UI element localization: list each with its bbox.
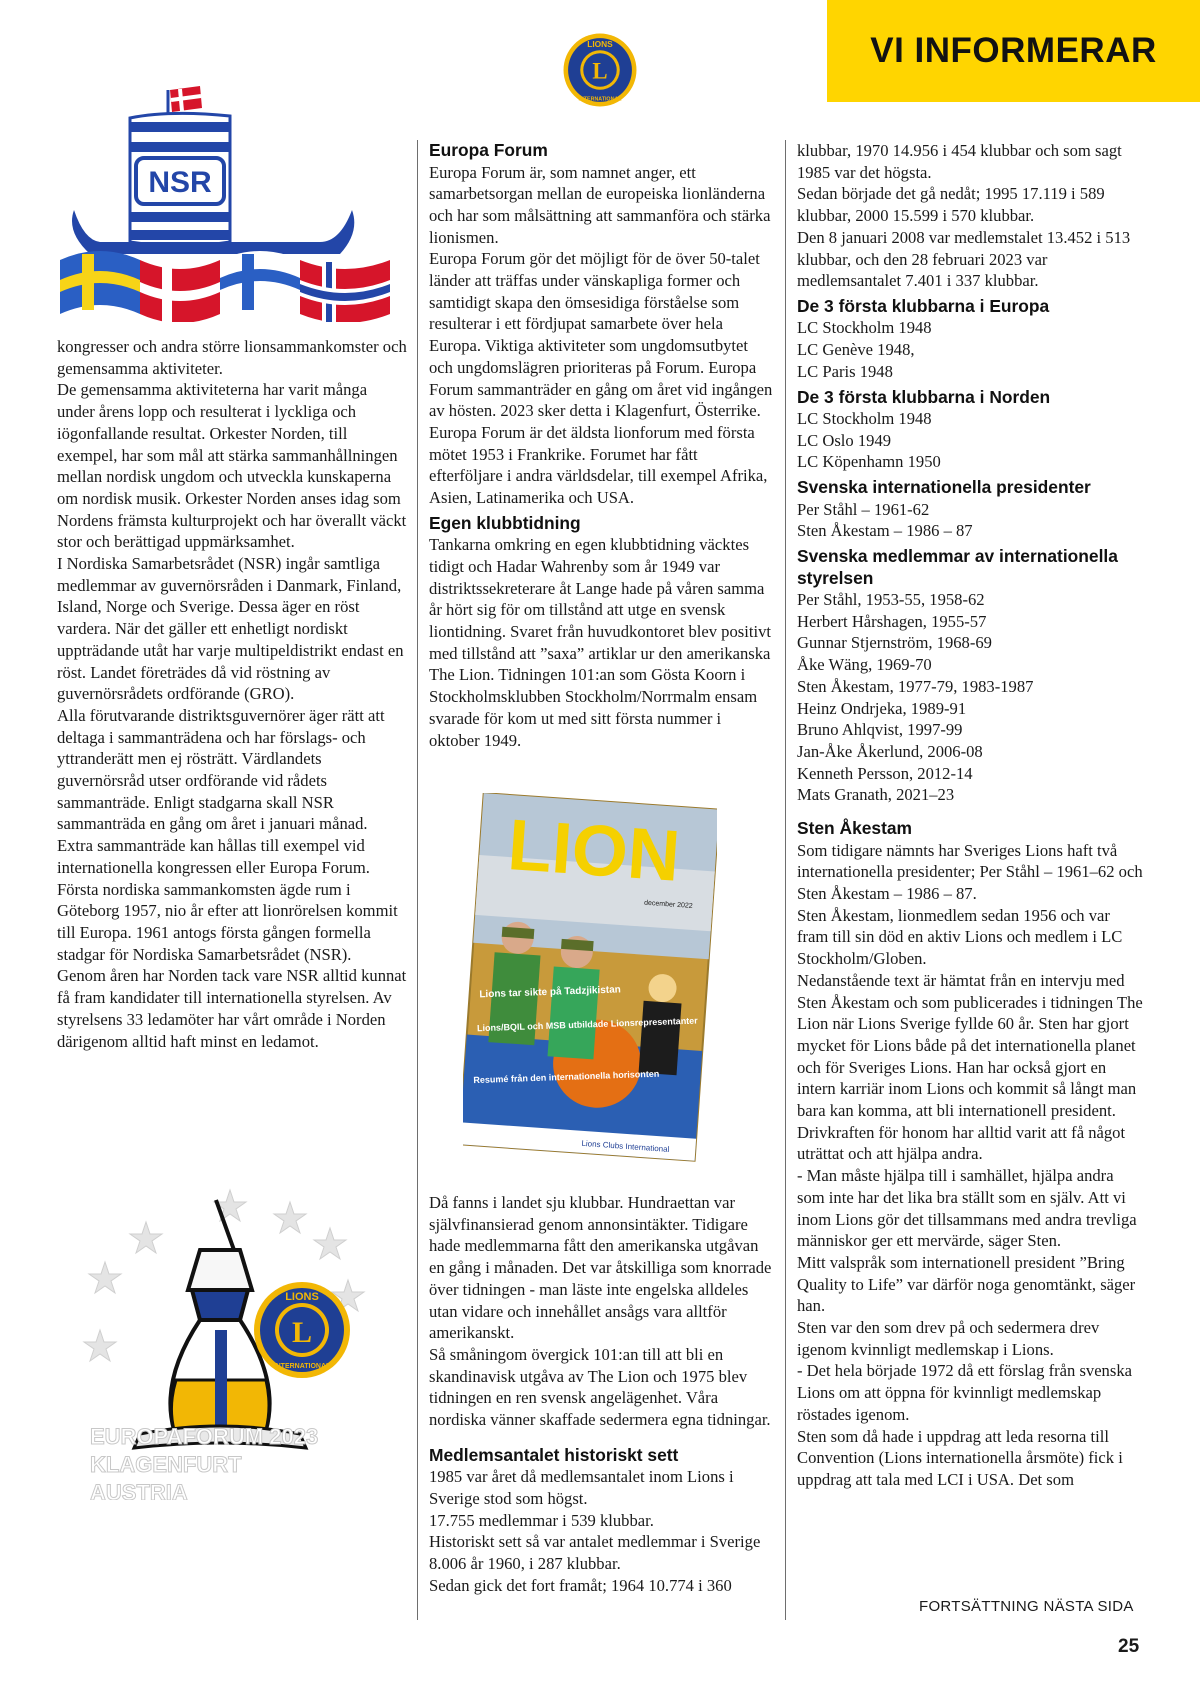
svg-text:Lions Clubs International: Lions Clubs International [581, 1138, 670, 1154]
svg-text:AUSTRIA: AUSTRIA [90, 1480, 188, 1500]
column-2 [429, 140, 775, 751]
column-2-continued [429, 1192, 775, 1596]
presidents-heading: Svenska internationella presidenter [797, 477, 1091, 498]
europa-club-item: LC Stockholm 1948 [797, 318, 932, 338]
svg-text:Lions/BQIL och MSB utbildade L: Lions/BQIL och MSB utbildade Lionsrepresentanter [476, 1015, 698, 1034]
norden-club-item: LC Oslo 1949 [797, 430, 892, 450]
medlemsantal-text: 1985 var året då medlemsantalet inom Lions i Sverige stod som högst. 17.755 medlemmar i 539 klubbar. Historiskt sett så var antalet medlemmar i Sverige 8.006 år 1960, i 287 klubbar. Sedan gick det fort framåt; 1964 10.774 i 360 [429, 1467, 761, 1595]
svg-text:L: L [291, 1316, 313, 1349]
column-divider [417, 140, 418, 1620]
nsr-body-text: kongresser och andra större lionsammankomster och gemensamma aktiviteter. De gemensamma aktiviteterna har varit många under årens lopp och resulterat i lyckliga och iögonfallande resultat. Orkester Norden, till exempel, har som mål att stärka sammanhållningen mellan nordisk ungdom och utveckla kunskaperna om nordisk musik. Orkester Norden anses idag som Nordens främsta kulturprojekt och har överallt väckt stor och berättigad uppmärksamhet. I Nordiska Samarbetsrådet (NSR) ingår samtliga medlemmar av guvernörsråden i Danmark, Finland, Island, Norge och Sverige. Dessa äger en röst vardera. När det gäller ett enhetligt nordiskt uppträdande utåt har varje multipeldistrikt endast en röst. Landet företrädes då vid röstning av guvernörsrådets ordförande (GRO). Alla förutvarande distriktsguvernörer äger rätt att deltaga i sammanträdena och har förslags- och yttranderätt men ej rösträtt. Värdlandets guvernörsråd utser ordförande vid rådets sammanträde. Enligt stadgarna skall NSR sammanträda en gång om året i januari månad. Extra sammanträde kan hållas till exempel vid internationella kongressen eller Europa Forum. Första nordiska sammankomsten ägde rum i Göteborg 1957, nio år efter att lionrörelsen kommit till Europa. 1961 antogs första gången formella stadgar för Nordiska Samarbetsrådet (NSR). Genom åren har Norden tack vare NSR alltid kunnat få fram kandidater till internationella styrelsen. Av styrelsens 33 ledamöter har vårt område i Norden därigenom alltid haft minst en ledamot. [57, 337, 407, 1051]
board-member-item: Sten Åkestam, 1977-79, 1983-1987 [797, 676, 1034, 696]
svg-text:LIONS: LIONS [285, 1291, 319, 1303]
svg-text:NSR: NSR [148, 166, 212, 199]
section-title: VI INFORMERAR [870, 31, 1157, 70]
lions-international-logo [562, 32, 638, 108]
sten-akestam-heading: Sten Åkestam [797, 818, 913, 839]
board-member-item: Heinz Ondrjeka, 1989-91 [797, 698, 967, 718]
svg-text:KLAGENFURT: KLAGENFURT [90, 1452, 242, 1477]
board-members-heading: Svenska medlemmar av internationella styrelsen [797, 546, 1118, 588]
klubbtidning-continued-text: Då fanns i landet sju klubbar. Hundraettan var självfinansierad genom annonsintäkter. Tidigare hade medlemmarna fått den amerikanska utgåvan en gång i månaden. Det var åtskilliga som knorrade över tidningen - man läste inte engelska alldeles utan vidare och innehållet ansågs vara alltför amerikanskt. Så småningom övergick 101:an till att bli en skandinavisk utgåva av The Lion och 1975 blev tidningen en ren svensk angelägenhet. Våra nordiska vänner skaffade sedermera egna tidningar. [429, 1193, 772, 1430]
president-item: Sten Åkestam – 1986 – 87 [797, 521, 973, 541]
board-member-item: Kenneth Persson, 2012-14 [797, 763, 973, 783]
svg-text:december 2022: december 2022 [643, 899, 693, 910]
klubbtidning-heading: Egen klubbtidning [429, 512, 581, 533]
column-divider [785, 140, 786, 1620]
column-3 [797, 140, 1145, 1491]
europa-club-item: LC Paris 1948 [797, 361, 893, 381]
europa-forum-text: Europa Forum är, som namnet anger, ett samarbetsorgan mellan de europeiska lionländerna och har som målsättning att sammanföra och stärka lionismen. Europa Forum gör det möjligt för de över 50-talet länder att träffas under vänskapliga former och samtidigt skapa den ömsesidiga förståelse som resulterar i ett fördjupat samarbete över hela Europa. Viktiga aktiviteter som ungdomsutbytet och ungdomslägren prioriteras på Forum. Europa Forum sammanträder en gång om året vid ingången av hösten. 2023 sker detta i Klagenfurt, Österrike. Europa Forum är det äldsta lionforum med första mötet 1953 i Frankrike. Forumet har fått efterföljare i andra världsdelar, till exempel Afrika, Asien, Latinamerika och USA. [429, 162, 773, 508]
europa-clubs-heading: De 3 första klubbarna i Europa [797, 295, 1050, 316]
svg-text:Resumé från den internationell: Resumé från den internationella horisonten [473, 1068, 660, 1086]
board-member-item: Mats Granath, 2021–23 [797, 785, 955, 805]
medlemsantal-heading: Medlemsantalet historiskt sett [429, 1444, 679, 1465]
president-item: Per Ståhl – 1961-62 [797, 499, 930, 519]
magazine-title: LION [505, 805, 683, 897]
europa-forum-heading: Europa Forum [429, 140, 548, 160]
svg-text:LIONS: LIONS [587, 39, 613, 50]
norden-clubs-heading: De 3 första klubbarna i Norden [797, 386, 1051, 407]
nsr-viking-ship-logo [60, 82, 390, 322]
lion-magazine-cover [463, 793, 717, 1165]
board-member-item: Bruno Ahlqvist, 1997-99 [797, 720, 963, 740]
continuation-note: FORTSÄTTNING NÄSTA SIDA [919, 1598, 1134, 1615]
board-member-item: Gunnar Stjernström, 1968-69 [797, 633, 992, 653]
board-member-item: Per Ståhl, 1953-55, 1958-62 [797, 590, 985, 610]
svg-text:EUROPAFORUM 2023: EUROPAFORUM 2023 [90, 1424, 319, 1449]
klubbtidning-text: Tankarna omkring en egen klubbtidning väcktes tidigt och Hadar Wahrenby som år 1949 var distriktssekreterare åt Lange hade på våren samma år hört sig för om tillstånd att utge en svensk liontidning. Svaret från huvudkontoret blev positivt med tillstånd att ”saxa” artiklar ur den amerikanska The Lion. Tidningen 101:an som Gösta Koorn i Stockholmsklubben Stockholm/Norrmalm ensam svarade för kom ut med sitt första nummer i oktober 1949. [429, 535, 771, 750]
europa-club-item: LC Genève 1948, [797, 340, 915, 360]
svg-text:INTERNATIONAL: INTERNATIONAL [273, 1363, 331, 1370]
norden-club-item: LC Köpenhamn 1950 [797, 452, 941, 472]
sten-akestam-text: Som tidigare nämnts har Sveriges Lions haft två internationella presidenter; Per Ståhl – 1961–62 och Sten Åkestam – 1986 – 87. Sten Åkestam, lionmedlem sedan 1956 och var fram till sin död en aktiv Lions och medlem i LC Stockholm/Globen. Nedanstående text är hämtat från en intervju med Sten Åkestam och som publicerades i tidningen The Lion när Lions Sverige fyllde 60 år. Sten har gjort mycket för Lions både på det internationella planet och för Sveriges Lions. Han har också gjort en intern karriär inom Lions och kommit så långt man bara kan komma, att bli internationell president. Drivkraften för honom har alltid varit att få något uträttat och att hjälpa andra. - Man måste hjälpa till i samhället, hjälpa andra som inte har det lika bra ställt som en själv. Att vi inom Lions gör det tillsammans med andra trevliga människor ger ett mervärde, säger Sten. Mitt valspråk som internationell president ”Bring Quality to Life” var därför noga genomtänkt, säger han. Sten var den som drev på och sedermera drev igenom kvinnligt medlemskap i Lions. - Det hela började 1972 då ett förslag från svenska Lions om att öppna för kvinnligt medlemskap röstades igenom. Sten som då hade i uppdrag att leda resorna till Convention (Lions internationella årsmöte) fick i uppdrag att tala med LCI i USA. Det som [797, 840, 1143, 1489]
page-number: 25 [1118, 1636, 1140, 1657]
board-member-item: Herbert Hårshagen, 1955-57 [797, 611, 987, 631]
board-member-item: Jan-Åke Åkerlund, 2006-08 [797, 741, 983, 761]
board-member-item: Åke Wäng, 1969-70 [797, 655, 932, 675]
norden-club-item: LC Stockholm 1948 [797, 409, 932, 429]
column-1 [57, 336, 407, 1052]
medlemsantal-continued-text: klubbar, 1970 14.956 i 454 klubbar och som sagt 1985 var det högsta. Sedan började det gå nedåt; 1995 17.119 i 589 klubbar, 2000 15.599 i 570 klubbar. Den 8 januari 2008 var medlemstalet 13.452 i 513 klubbar, och den 28 februari 2023 var medlemsantalet 7.401 i 337 klubbar. [797, 141, 1131, 291]
europaforum-2023-logo [80, 1180, 400, 1500]
svg-text:L: L [592, 58, 608, 84]
svg-text:INTERNATIONAL: INTERNATIONAL [578, 96, 622, 103]
svg-text:Lions tar sikte på Tadzjikista: Lions tar sikte på Tadzjikistan [479, 984, 622, 1001]
section-banner [827, 0, 1200, 102]
